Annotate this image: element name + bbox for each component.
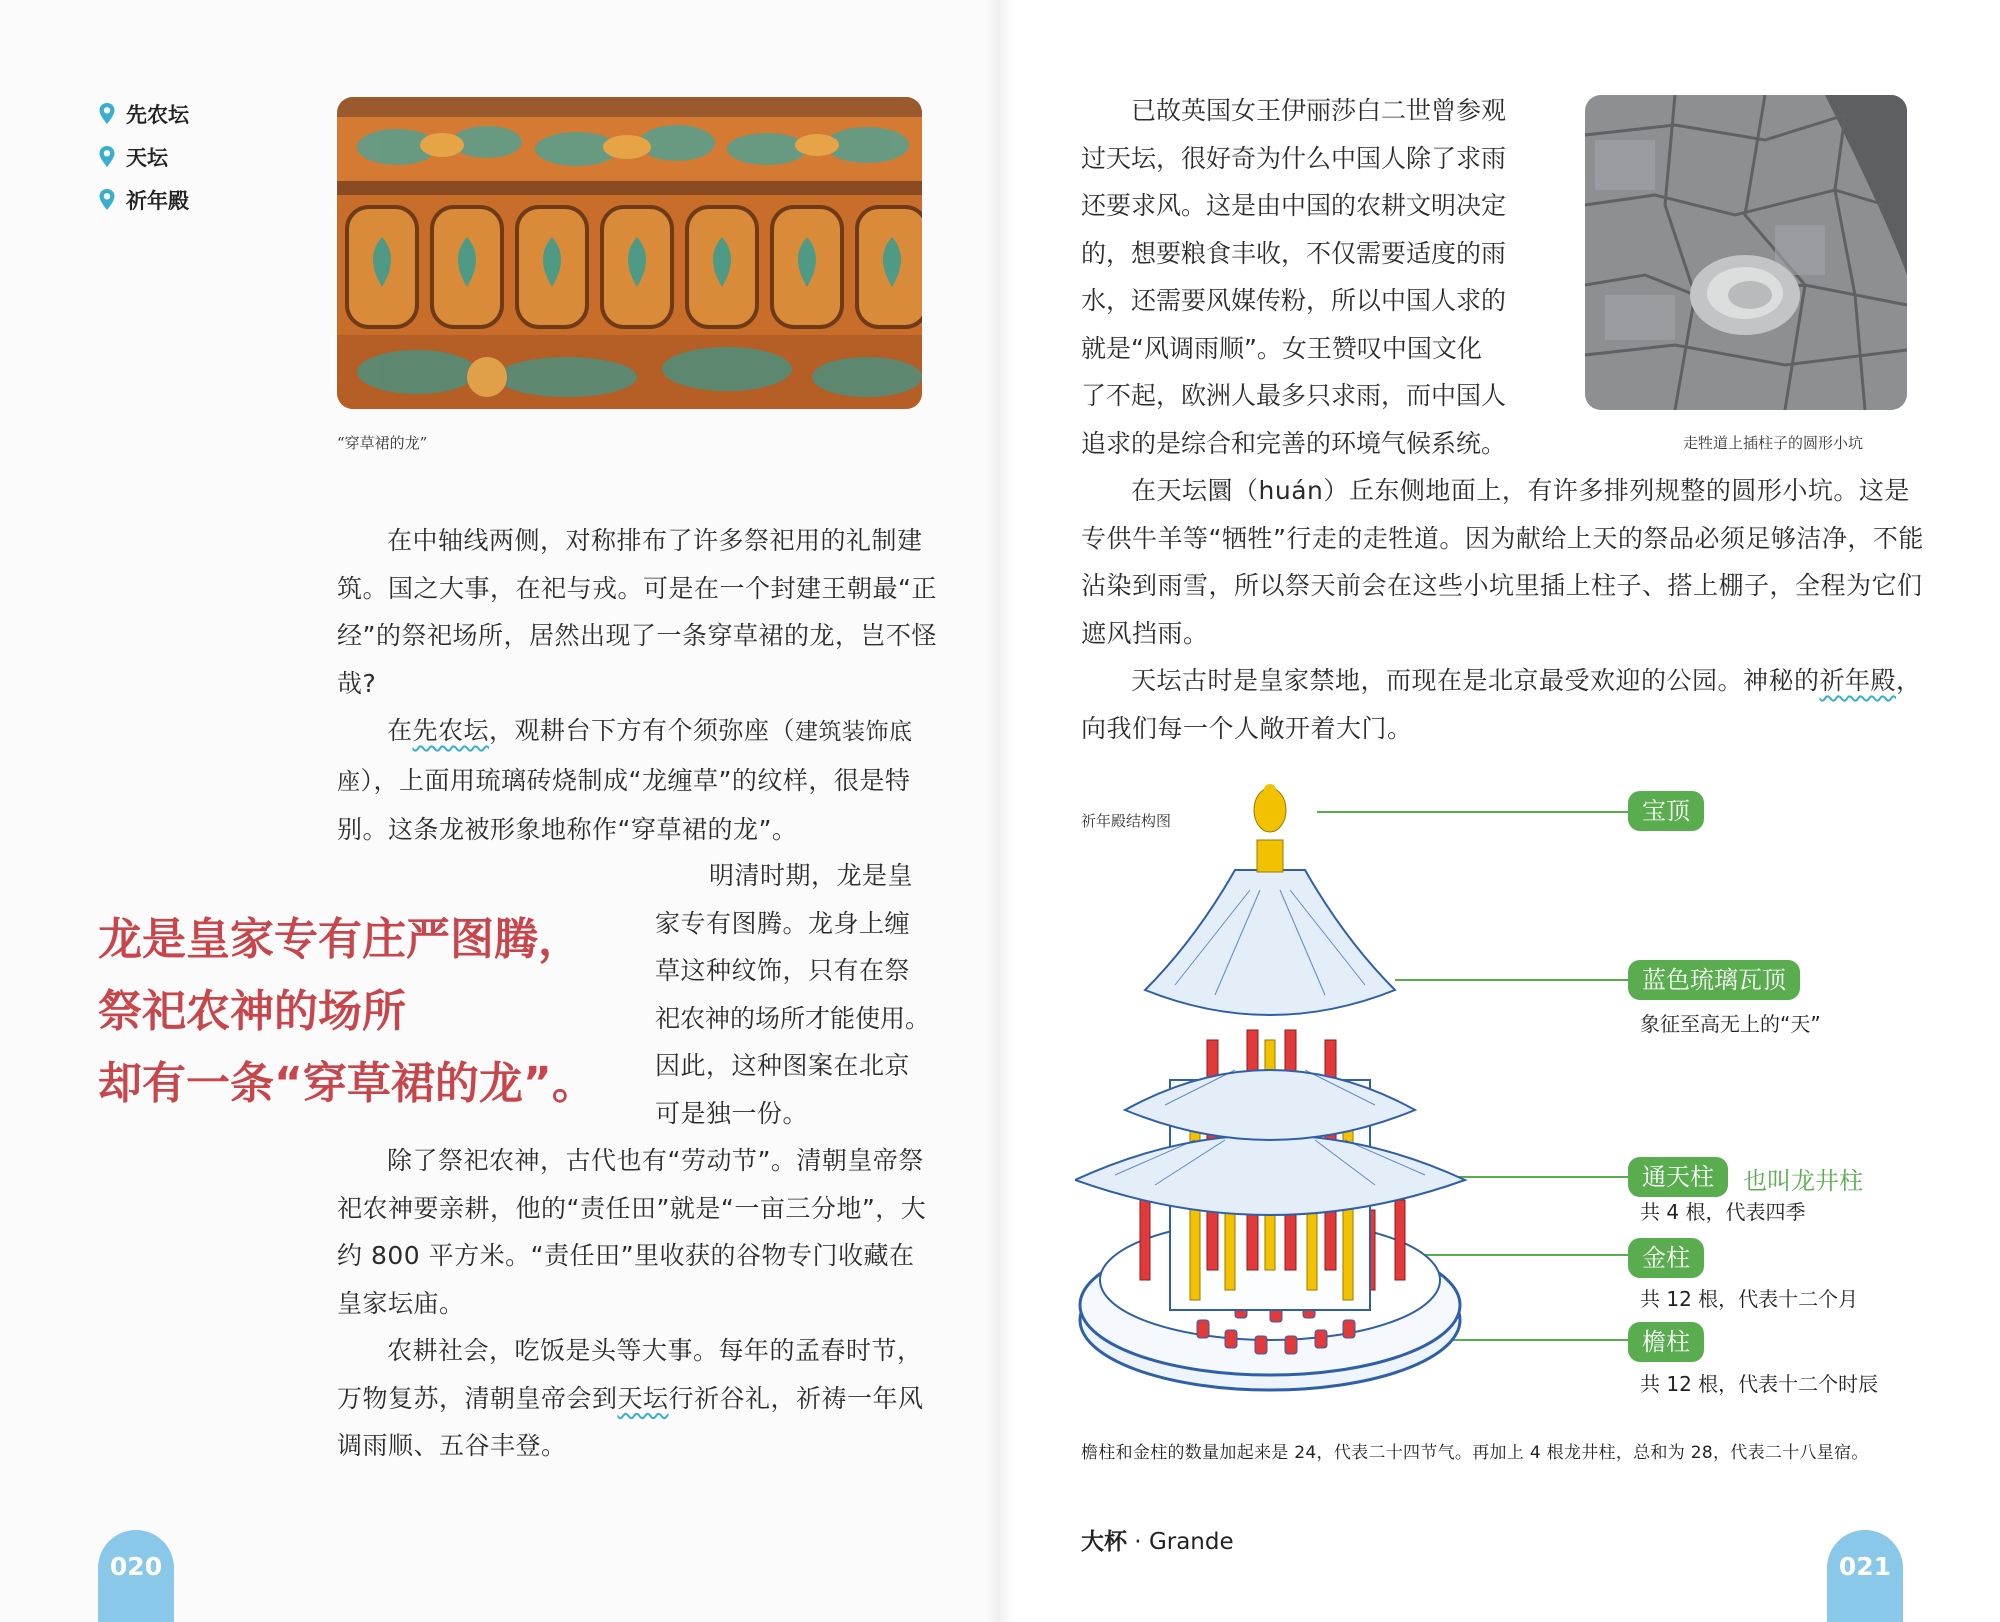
- pull-quote-line: 龙是皇家专有庄严图腾，: [98, 914, 582, 965]
- text-run: 在: [387, 716, 413, 745]
- brand-en: Grande: [1148, 1529, 1234, 1555]
- paragraph-line: 因此，这种图案在北京: [655, 1051, 911, 1080]
- label-yanzhu: 檐柱: [1628, 1322, 1704, 1362]
- paragraph-line: 过天坛，很好奇为什么中国人除了求雨: [1081, 143, 1507, 173]
- location-pin-icon: [98, 188, 116, 212]
- qiniandian-structure-diagram: [1075, 780, 1965, 1420]
- nav-label: 先农坛: [126, 102, 189, 127]
- paragraph-line: 了不起，欧洲人最多只求雨，而中国人: [1081, 381, 1507, 410]
- nav-item-tiantan[interactable]: [98, 135, 189, 178]
- label-blue-glazed-roof: 蓝色琉璃瓦顶: [1628, 960, 1800, 1000]
- link-qiniandian[interactable]: 祈年殿: [1819, 666, 1897, 695]
- pull-quote-line: 却有一条“穿草裙的龙”。: [98, 1058, 596, 1109]
- text-run: ），上面用琉璃砖烧制成“龙缠草”的纹样，很是特别。这条龙被形象地称作“穿草裙的龙”。: [337, 765, 911, 844]
- page-number-tab: [98, 1530, 174, 1622]
- left-body-upper: [337, 517, 937, 854]
- paragraph-line: 还要求风。这是由中国的农耕文明决定: [1081, 191, 1507, 220]
- label-sub: 共 4 根，代表四季: [1640, 1200, 1806, 1224]
- nav-item-qiniandian[interactable]: [98, 178, 189, 221]
- left-body-lower: [337, 1137, 937, 1470]
- text-run: ，观耕台下方有个须弥座（: [489, 716, 796, 745]
- page-number-tab: [1827, 1530, 1903, 1622]
- paragraph-line: 已故英国女王伊丽莎白二世曾参观: [1131, 96, 1507, 125]
- label-sub: 共 12 根，代表十二个时辰: [1640, 1372, 1879, 1396]
- right-body-top: [1081, 87, 1541, 467]
- nav-item-xiannongtan[interactable]: [98, 92, 189, 135]
- footer-brand: [1081, 1523, 1234, 1556]
- label-sub: 共 12 根，代表十二个月: [1640, 1287, 1859, 1311]
- diagram-title: 祈年殿结构图: [1081, 812, 1172, 830]
- paragraph-line: 家专有图腾。龙身上缠: [655, 908, 911, 938]
- link-xiannongtan[interactable]: 先农坛: [412, 716, 490, 745]
- link-tiantan[interactable]: 天坛: [617, 1383, 669, 1413]
- location-nav: [98, 92, 189, 221]
- right-body-middle: [1081, 467, 1931, 752]
- pull-quote: [98, 904, 638, 1120]
- page-number: 021: [1838, 1552, 1892, 1581]
- paragraph-line: 祀农神的场所才能使用。: [655, 1003, 931, 1033]
- label-aside: 也叫龙井柱: [1743, 1167, 1863, 1195]
- text-run: 农耕社会，吃饭是头等大事。每年的孟春时节，万物复苏，清朝皇帝会到: [337, 1336, 923, 1413]
- paragraph-line: 草这种纹饰，只有在祭: [655, 956, 911, 985]
- location-pin-icon: [98, 145, 116, 169]
- paragraph: 在天坛圜（huán）丘东侧地面上，有许多排列规整的圆形小坑。这是专供牛羊等“牺牲”行走的走牲道。因为献给上天的祭品必须足够洁净，不能沾染到雨雪，所以祭天前会在这些小坑里插上柱子、搭上棚子，全程为它们遮风挡雨。: [1081, 476, 1924, 648]
- paragraph-line: 可是独一份。: [655, 1098, 809, 1128]
- left-body-narrow: [655, 852, 955, 1137]
- stone-pavement-photo: [1585, 95, 1907, 410]
- paragraph-line: 的，想要粮食丰收，不仅需要适度的雨: [1081, 238, 1507, 268]
- paragraph-line: 就是“风调雨顺”。女王赞叹中国文化: [1081, 333, 1482, 363]
- nav-label: 天坛: [126, 145, 168, 170]
- label-tongtianzhu: 通天柱: [1628, 1157, 1728, 1197]
- photo-caption: 走牲道上插柱子的圆形小坑: [1683, 434, 1864, 452]
- text-run: ，向我们每一个人敞开着大门。: [1081, 666, 1922, 743]
- pull-quote-line: 祭祀农神的场所: [98, 986, 406, 1037]
- label-baoding: 宝顶: [1628, 791, 1704, 831]
- diagram-note: 檐柱和金柱的数量加起来是 24，代表二十四节气。再加上 4 根龙井柱，总和为 28，代表二十八星宿。: [1081, 1443, 1869, 1463]
- paragraph: [337, 707, 937, 854]
- text-run: 行祈谷礼，祈祷一年风调雨顺、五谷丰登。: [337, 1383, 924, 1460]
- paragraph: [1081, 657, 1931, 752]
- paragraph-line: 明清时期，龙是皇: [709, 861, 914, 890]
- nav-label: 祈年殿: [126, 188, 189, 213]
- dragon-tile-photo: [337, 97, 922, 409]
- brand-cn: 大杯: [1081, 1529, 1127, 1555]
- photo-caption: “穿草裙的龙”: [337, 434, 428, 452]
- paragraph: [337, 1327, 937, 1470]
- page-number: 020: [109, 1552, 163, 1581]
- paragraph-line: 水，还需要风媒传粉，所以中国人求的: [1081, 286, 1507, 315]
- book-spine: [985, 0, 1015, 1622]
- text-run: 天坛古时是皇家禁地，而现在是北京最受欢迎的公园。神秘的: [1131, 666, 1820, 695]
- paragraph-line: 追求的是综合和完善的环境气候系统。: [1081, 428, 1507, 458]
- paragraph: 在中轴线两侧，对称排布了许多祭祀用的礼制建筑。国之大事，在祀与戎。可是在一个封建王朝最“正经”的祭祀场所，居然出现了一条穿草裙的龙，岂不怪哉?: [337, 526, 937, 698]
- paragraph: 除了祭祀农神，古代也有“劳动节”。清朝皇帝祭祀农神要亲耕，他的“责任田”就是“一亩三分地”，大约 800 平方米。“责任田”里收获的谷物专门收藏在皇家坛庙。: [337, 1146, 927, 1318]
- label-sub: 象征至高无上的“天”: [1640, 1012, 1821, 1036]
- location-pin-icon: [98, 102, 116, 126]
- label-jinzhu: 金柱: [1628, 1238, 1704, 1278]
- brand-sep: ·: [1127, 1529, 1149, 1555]
- serif-note: 建筑装饰底座: [337, 719, 913, 795]
